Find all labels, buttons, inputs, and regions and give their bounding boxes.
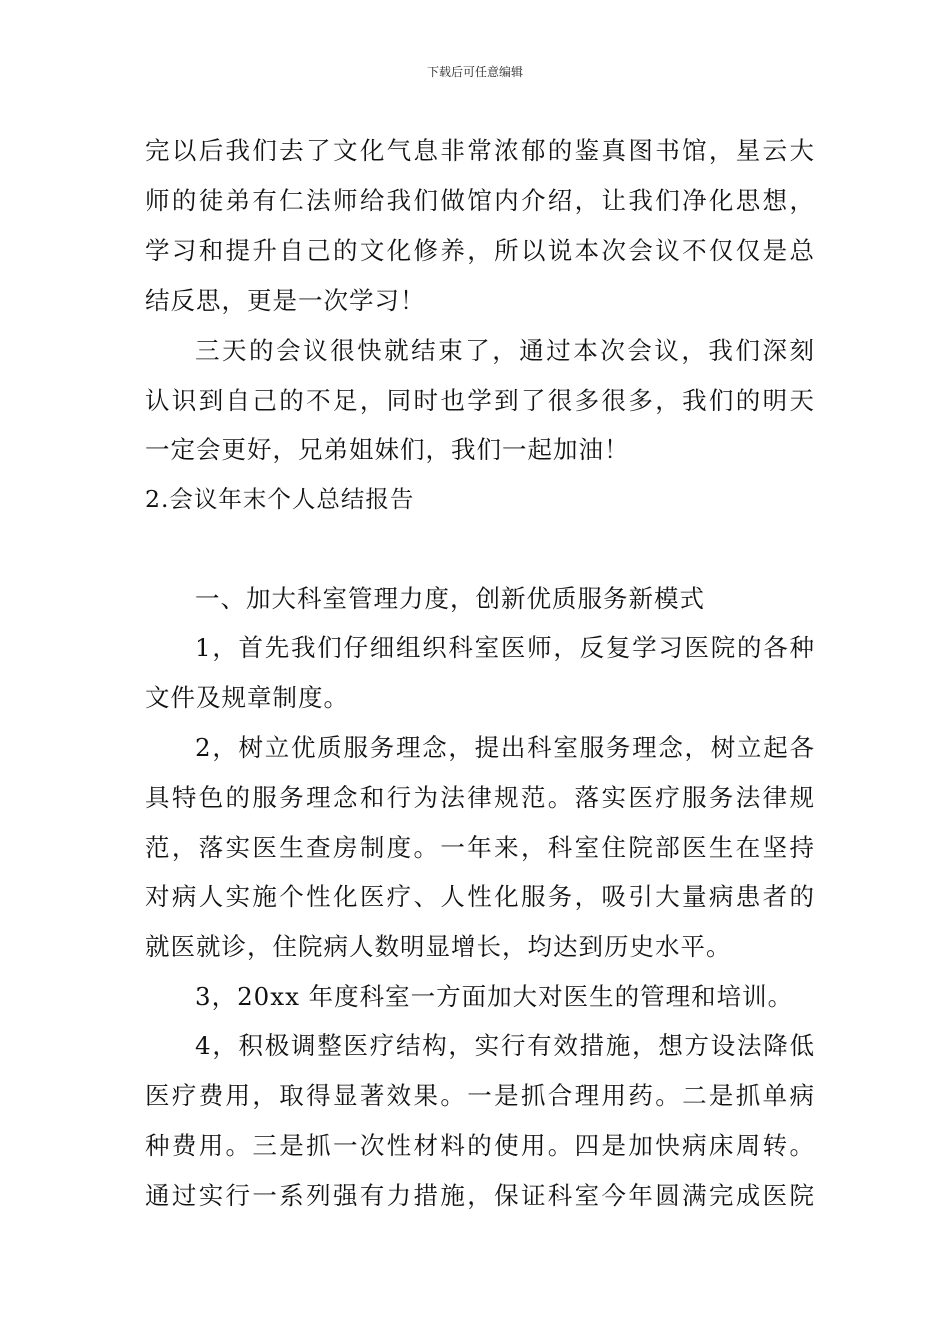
- paragraph-first-line: 三天的会议很快就结束了，通过本次会议，我们深刻: [195, 336, 815, 365]
- page-header: 下载后可任意编辑: [426, 65, 523, 79]
- body-line: 具特色的服务理念和行为法律规范。落实医疗服务法律规: [145, 783, 815, 812]
- section-heading: 2.会议年末个人总结报告: [145, 485, 415, 513]
- paragraph-first-line: 4，积极调整医疗结构，实行有效措施，想方设法降低: [195, 1031, 815, 1060]
- body-line: 一定会更好，兄弟姐妹们，我们一起加油！: [145, 435, 630, 464]
- paragraph-first-line: 2，树立优质服务理念，提出科室服务理念，树立起各: [195, 733, 815, 762]
- body-line: 医疗费用，取得显著效果。一是抓合理用药。二是抓单病: [145, 1081, 815, 1110]
- body-line: 就医就诊，住院病人数明显增长，均达到历史水平。: [145, 932, 732, 961]
- body-line: 完以后我们去了文化气息非常浓郁的鉴真图书馆，星云大: [145, 136, 815, 165]
- body-line: 认识到自己的不足，同时也学到了很多很多，我们的明天: [145, 386, 815, 415]
- body-line: 范，落实医生查房制度。一年来，科室住院部医生在坚持: [145, 833, 815, 862]
- body-line: 文件及规章制度。: [145, 683, 349, 712]
- body-line: 师的徒弟有仁法师给我们做馆内介绍，让我们净化思想，: [145, 186, 815, 215]
- subsection-heading: 一、加大科室管理力度，创新优质服务新模式: [195, 584, 705, 613]
- body-line: 结反思，更是一次学习！: [145, 286, 426, 315]
- body-line: 种费用。三是抓一次性材料的使用。四是加快病床周转。: [145, 1131, 815, 1160]
- body-line: 对病人实施个性化医疗、人性化服务，吸引大量病患者的: [145, 882, 815, 911]
- body-line: 通过实行一系列强有力措施，保证科室今年圆满完成医院: [145, 1181, 815, 1210]
- paragraph-first-line: 3，20xx 年度科室一方面加大对医生的管理和培训。: [195, 982, 794, 1011]
- body-line: 学习和提升自己的文化修养，所以说本次会议不仅仅是总: [145, 236, 815, 265]
- paragraph-first-line: 1，首先我们仔细组织科室医师，反复学习医院的各种: [195, 633, 815, 662]
